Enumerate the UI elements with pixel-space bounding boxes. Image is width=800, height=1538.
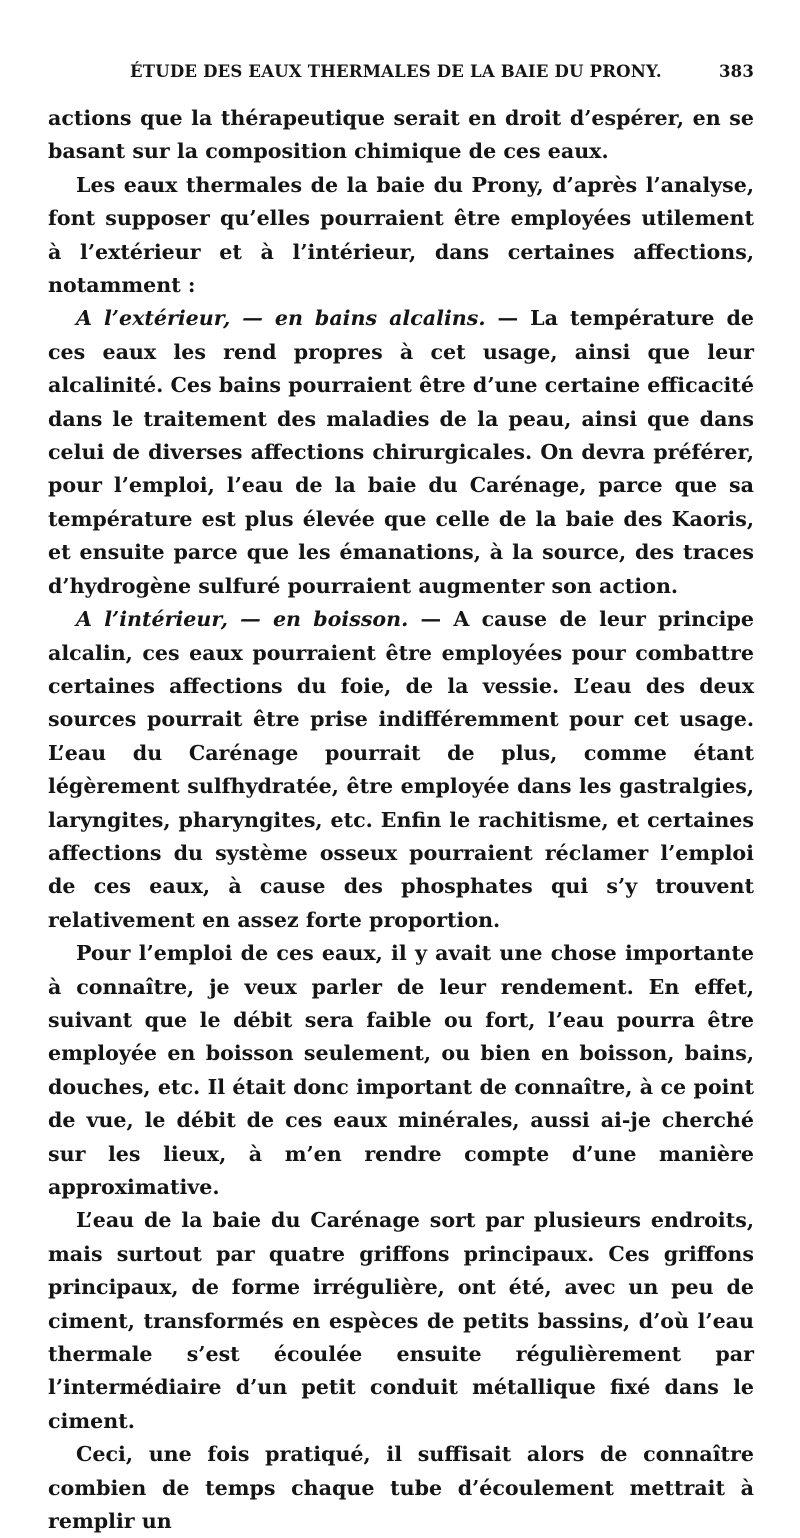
paragraph <box>48 603 754 937</box>
paragraph-text: — La température de ces eaux les rend propres à cet usage, ainsi que leur alcalinité. Ces bains pourraient être d’une certaine efficacité dans le traitement des maladies de la peau, ainsi que dans celui de diverses affections chirurgicales. On devra préférer, pour l’emploi, l’eau de la baie du Carénage, parce que sa température est plus élevée que celle de la baie des Kaoris, et ensuite parce que les émanations, à la source, des traces d’hydrogène sulfuré pourraient augmenter son action. <box>48 306 754 598</box>
paragraph-text: L’eau de la baie du Carénage sort par plusieurs endroits, mais surtout par quatre griffons principaux. Ces griffons principaux, de forme irrégulière, ont été, avec un peu de ciment, transformés en espèces de petits bassins, d’où l’eau thermale s’est écoulée ensuite régulièrement par l’intermédiaire d’un petit conduit métallique fixé dans le ciment. <box>48 1208 754 1433</box>
paragraph <box>48 937 754 1204</box>
paragraph-lead: A l’extérieur, — en bains alcalins. <box>76 306 486 331</box>
paragraph <box>48 169 754 303</box>
paragraph <box>48 1438 754 1538</box>
body-text <box>48 102 754 1538</box>
paragraph-text: — A cause de leur principe alcalin, ces eaux pourraient être employées pour combattre certaines affections du foie, de la vessie. L’eau des deux sources pourrait être prise indifféremment pour cet usage. L’eau du Carénage pourrait de plus, comme étant légèrement sulfhydratée, être employée dans les gastralgies, laryngites, pharyngites, etc. Enfin le rachitisme, et certaines affections du système osseux pourraient réclamer l’emploi de ces eaux, à cause des phosphates qui s’y trouvent relativement en assez forte proportion. <box>48 607 754 932</box>
paragraph <box>48 1204 754 1438</box>
book-page <box>48 56 754 1538</box>
page-header <box>48 56 754 90</box>
paragraph-text: Ceci, une fois pratiqué, il suffisait alors de connaître combien de temps chaque tube d’écoulement mettrait à remplir un <box>48 1442 754 1534</box>
paragraph-text: Les eaux thermales de la baie du Prony, d’après l’analyse, font supposer qu’elles pourraient être employées utilement à l’extérieur et à l’intérieur, dans certaines affections, notamment : <box>48 172 754 298</box>
page-number: 383 <box>718 62 754 81</box>
paragraph <box>48 302 754 603</box>
running-title: ÉTUDE DES EAUX THERMALES DE LA BAIE DU PRONY. <box>130 62 662 81</box>
paragraph-text: Pour l’emploi de ces eaux, il y avait une chose importante à connaître, je veux parler de leur rendement. En effet, suivant que le débit sera faible ou fort, l’eau pourra être employée en boisson seulement, ou bien en boisson, bains, douches, etc. Il était donc important de connaître, à ce point de vue, le débit de ces eaux minérales, aussi ai-je cherché sur les lieux, à m’en rendre compte d’une manière approximative. <box>48 941 754 1199</box>
paragraph-text: actions que la thérapeutique serait en droit d’espérer, en se basant sur la composition chimique de ces eaux. <box>48 106 754 164</box>
paragraph <box>48 102 754 169</box>
paragraph-lead: A l’intérieur, — en boisson. <box>76 607 409 632</box>
